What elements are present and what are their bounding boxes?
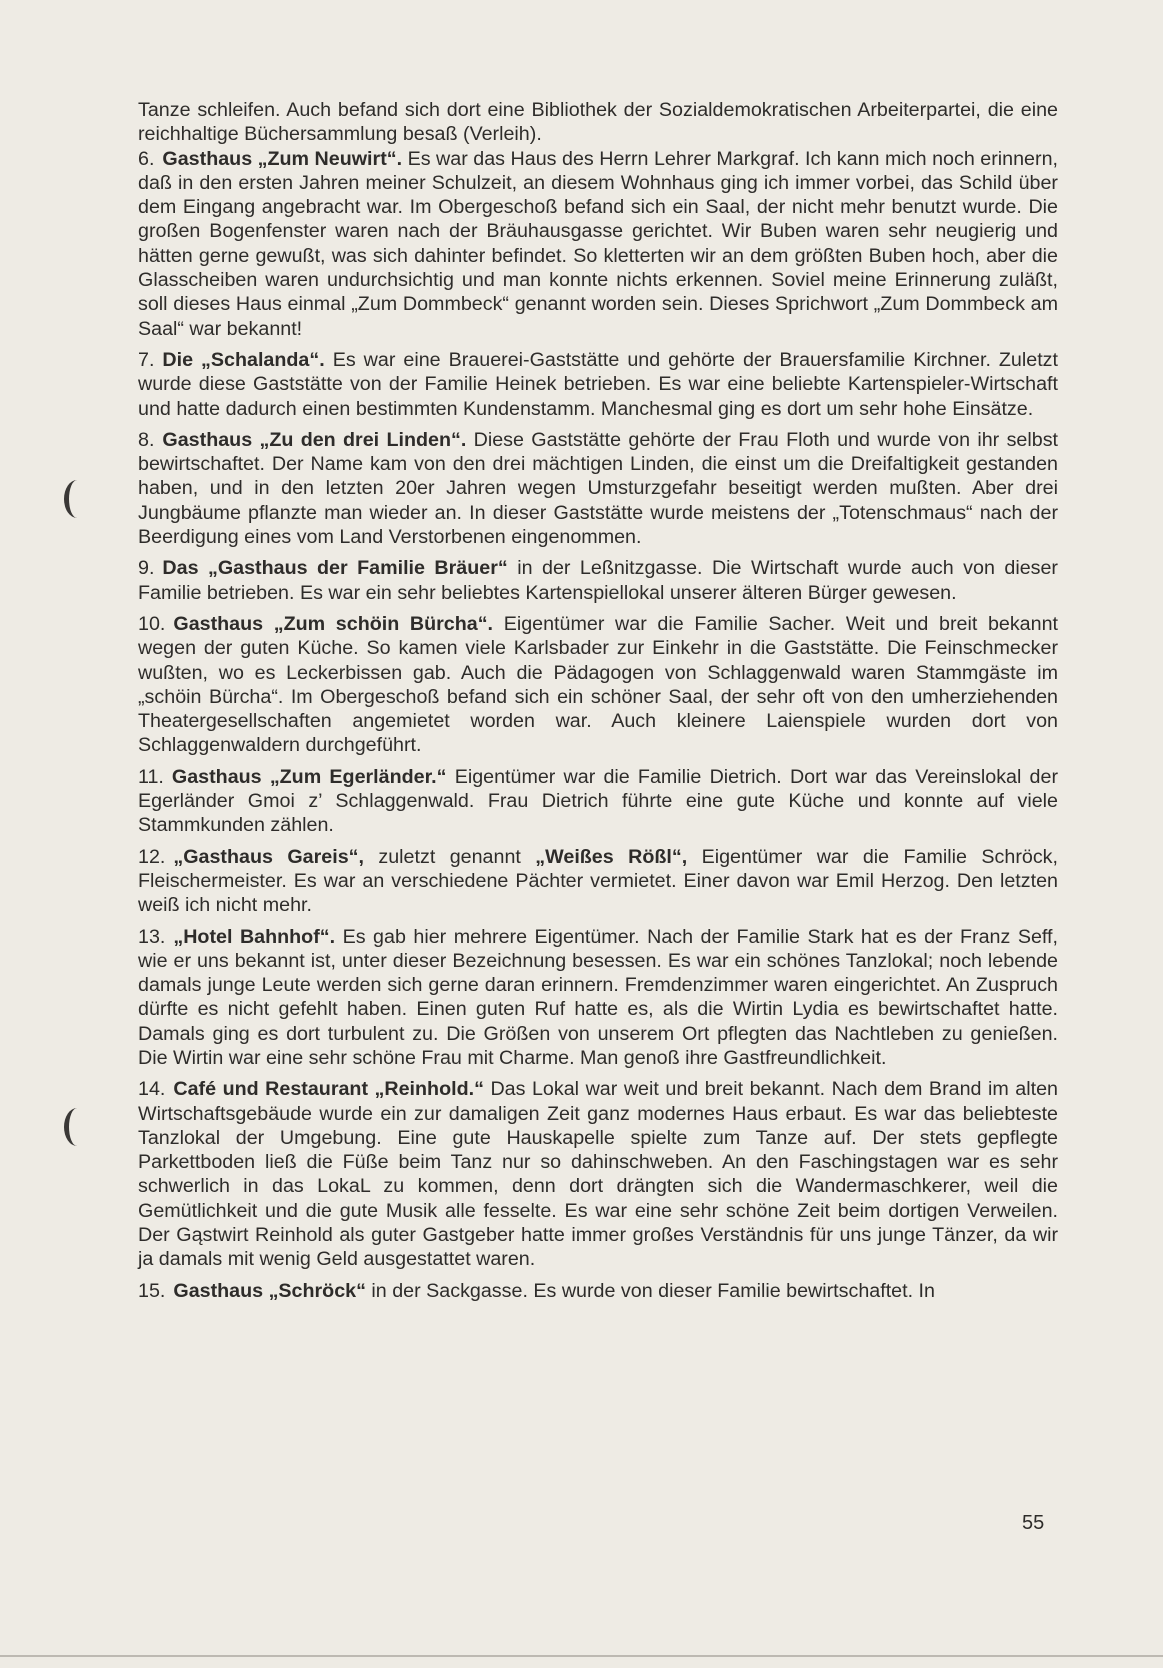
punch-hole (64, 480, 90, 518)
entry-text: Eigentümer war die Familie Schröck, Fleischermeister. Es war an verschiedene Pächter vermietet. Einer davon war Emil Herzog. Den letzten weiß ich nicht mehr. (138, 845, 1058, 917)
entry-title: Café und Restaurant „Reinhold.“ (173, 1078, 484, 1101)
entry-text: Das Lokal war weit und breit bekannt. Nach dem Brand im alten Wirtschaftsgebäude wurde ein zur damaligen Zeit ganz modernes Haus erbaut. Es war das beliebteste Tanzlokal der Umgebung. Eine gute Hauskapelle spielte zum Tanze auf. Der stets gepflegte Parkettboden ließ die Füße beim Tanz nur so dahinschweben. An den Faschingstagen war es sehr schwerlich in das LokaL zu kommen, denn dort drängten sich die Wandermaschkerer, weil die Gemütlichkeit und die gute Musik alle fesselte. Es war eine sehr schöne Zeit beim dortigen Verweilen. Der Gąstwirt Reinhold als guter Gastgeber hatte immer großes Verständnis für uns junge Tänzer, da wir ja damals mit wenig Geld ausgestattet waren. (138, 1078, 1058, 1271)
intro-paragraph: Tanze schleifen. Auch befand sich dort eine Bibliothek der Sozialdemokratischen Arbeiterpartei, die eine reichhaltige Büchersammlung besaß (Verleih). (138, 99, 1058, 146)
entry-title: „Hotel Bahnhof“. (173, 925, 336, 948)
page-number: 55 (1022, 1512, 1045, 1534)
entry-text: Eigentümer war die Familie Dietrich. Dort war das Vereinslokal der Egerländer Gmoi z’ Schlaggenwald. Frau Dietrich führte eine gute Küche und konnte auf viele Stammkunden zählen. (138, 765, 1059, 837)
entry-paragraph (138, 1077, 1058, 1271)
entry-title: Gasthaus „Zum Neuwirt“. (162, 147, 403, 170)
entry-paragraph (138, 845, 1058, 918)
entry-mid-text: zuletzt genannt (363, 845, 536, 868)
entry-paragraph (138, 765, 1058, 838)
entry-text: in der Leßnitzgasse. Die Wirtschaft wurde auch von dieser Familie betrieben. Es war ein sehr beliebtes Kartenspiellokal unserer älteren Bürger gewesen. (138, 557, 1058, 604)
entry-number: 13. (138, 925, 166, 948)
entry-paragraph (138, 1279, 1058, 1303)
entry-list (138, 147, 1058, 1303)
entry-paragraph (138, 612, 1058, 758)
entry-text: in der Sackgasse. Es wurde von dieser Familie bewirtschaftet. In (365, 1279, 935, 1302)
entry-title: Die „Schalanda“. (162, 348, 325, 371)
entry-paragraph (138, 556, 1058, 605)
entry-text: Es war eine Brauerei-Gaststätte und gehörte der Brauersfamilie Kirchner. Zuletzt wurde diese Gaststätte von der Familie Heinek betrieben. Es war eine beliebte Kartenspieler-Wirtschaft und hatte dadurch einen bestimmten Kundenstamm. Manchesmal ging es dort um sehr hohe Einsätze. (138, 348, 1058, 420)
entry-number: 10. (138, 612, 166, 635)
entry-text: Diese Gaststätte gehörte der Frau Floth und wurde von ihr selbst bewirtschaftet. Der Name kam von den drei mächtigen Linden, die einst um die Dreifaltigkeit gestanden haben, und in den letzten 20er Jahren wegen Umsturzgefahr beseitigt werden mußten. Aber drei Jungbäume pflanzte man wieder an. In dieser Gaststätte wurde meistens der „Totenschmaus“ nach der Beerdigung eines vom Land Verstorbenen eingenommen. (138, 428, 1059, 549)
entry-title: Gasthaus „Zum schöin Bürcha“. (173, 612, 494, 635)
entry-paragraph (138, 925, 1058, 1071)
page-edge-line (0, 1655, 1163, 1657)
entry-paragraph (138, 147, 1058, 341)
entry-number: 12. (138, 845, 166, 868)
entry-paragraph (138, 348, 1058, 421)
entry-title: Das „Gasthaus der Familie Bräuer“ (162, 557, 508, 580)
entry-number: 14. (138, 1078, 166, 1101)
entry-paragraph (138, 428, 1058, 549)
entry-number: 11. (138, 765, 164, 788)
punch-hole (64, 1108, 90, 1146)
entry-title-secondary: „Weißes Rößl“, (535, 845, 688, 868)
body-text (138, 98, 1058, 1310)
entry-number: 9. (138, 557, 155, 580)
entry-title: Gasthaus „Zum Egerländer.“ (171, 765, 447, 788)
entry-number: 6. (138, 147, 155, 170)
entry-number: 15. (138, 1279, 166, 1302)
entry-text: Es gab hier mehrere Eigentümer. Nach der Familie Stark hat es der Franz Seff, wie er uns bekannt ist, unter dieser Bezeichnung besessen. Es war ein schönes Tanzlokal; noch lebende damals junge Leute werden sich gerne daran erinnern. Fremdenzimmer waren eingerichtet. An Zuspruch dürfte es nicht gefehlt haben. Einen guten Ruf hatte es, als die Wirtin Lydia es bewirtschaftet hatte. Damals ging es dort turbulent zu. Die Größen von unserem Ort pflegten das Nachtleben zu genießen. Die Wirtin war eine sehr schöne Frau mit Charme. Man genoß ihre Gastfreundlichkeit. (138, 925, 1058, 1069)
entry-text: Es war das Haus des Herrn Lehrer Markgraf. Ich kann mich noch erinnern, daß in den ersten Jahren meiner Schulzeit, an diesem Wohnhaus ging ich immer vorbei, das Schild über dem Eingang angebracht war. Im Obergeschoß befand sich ein Saal, der nicht mehr benutzt wurde. Die großen Bogenfenster waren nach der Bräuhausgasse gerichtet. Wir Buben waren sehr neugierig und hätten gerne gewußt, was sich dahinter befindet. So kletterten wir an dem größten Buben hoch, aber die Glasscheiben waren undurchsichtig und man konnte nichts erkennen. Soviel meine Erinnerung zuläßt, soll dieses Haus einmal „Zum Dommbeck“ genannt worden sein. Dieses Sprichwort „Zum Dommbeck am Saal“ war bekannt! (138, 147, 1058, 340)
entry-number: 8. (138, 428, 155, 451)
entry-title: „Gasthaus Gareis“, (173, 845, 364, 868)
entry-title: Gasthaus „Schröck“ (173, 1279, 366, 1302)
entry-number: 7. (138, 348, 155, 371)
entry-title: Gasthaus „Zu den drei Linden“. (162, 428, 467, 451)
entry-text: Eigentümer war die Familie Sacher. Weit und breit bekannt wegen der guten Küche. So kamen viele Karlsbader zur Einkehr in die Gaststätte. Die Feinschmecker wußten, wo es Leckerbissen gab. Auch die Pädagogen von Schlaggenwald waren Stammgäste im „schöin Bürcha“. Im Obergeschoß befand sich ein schöner Saal, der sehr oft von den umherziehenden Theatergesellschaften angemietet worden war. Auch kleinere Laienspiele wurden dort von Schlaggenwaldern durchgeführt. (138, 612, 1058, 757)
